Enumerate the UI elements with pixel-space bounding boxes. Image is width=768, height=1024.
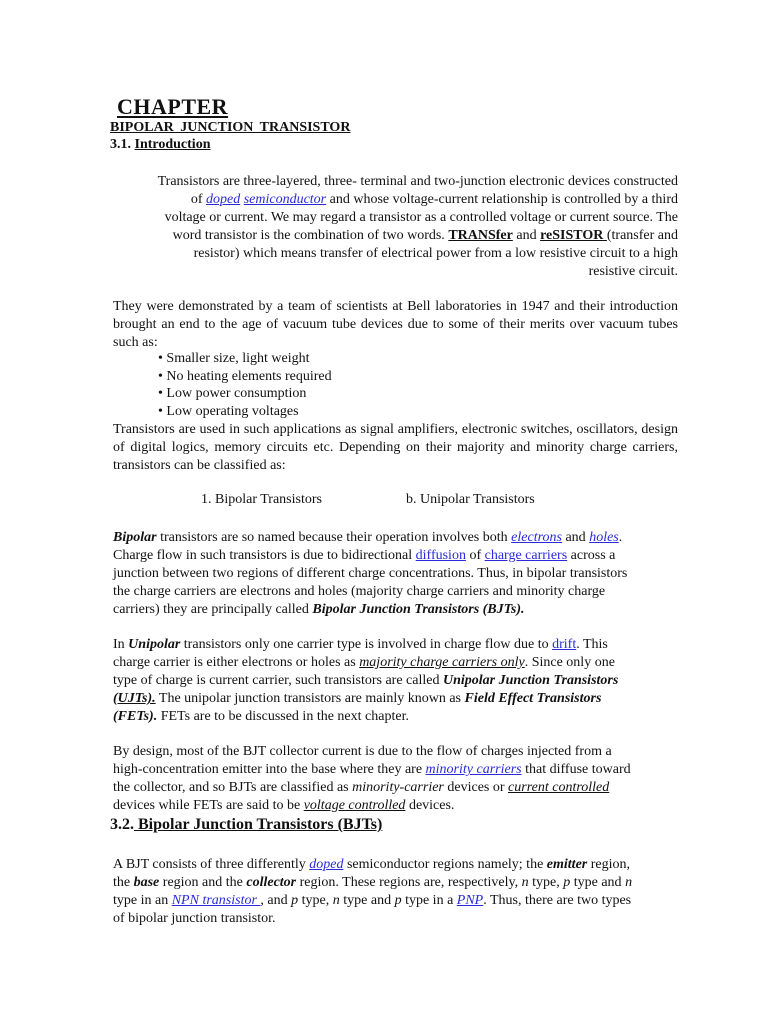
section-number: 3.2.: [110, 816, 134, 833]
bipolar-paragraph: Bipolar transistors are so named because their operation involves both electrons and holes. Charge flow in such transistors is due to bidirectional diffusion of charge carriers across a junction between two regions of different charge concentrations. Thus, in bipolar transistors the charge carriers are electrons and holes (majority charge carriers and minority charge carriers) they are principally called Bipolar Junction Transistors (BJTs).: [113, 530, 628, 617]
section-title: Bipolar Junction Transistors (BJTs): [134, 816, 383, 833]
design-paragraph: By design, most of the BJT collector current is due to the flow of charges injected from a high-concentration emitter into the base where they are minority carriers that diffuse toward the collector, and so BJTs are classified as minority-carrier devices or current controlled devices while FETs are said to be voltage controlled devices.: [113, 744, 631, 813]
list-item: • Low operating voltages: [158, 403, 299, 419]
history-paragraph: They were demonstrated by a team of scientists at Bell laboratories in 1947 and their introduction brought an end to the age of vacuum tube devices due to some of their merits over vacuum tubes such as:: [113, 299, 678, 350]
voltage-controlled-phrase: voltage controlled: [303, 798, 406, 813]
drift-link[interactable]: drift: [552, 637, 577, 652]
doped-link[interactable]: doped: [205, 192, 241, 207]
electrons-link[interactable]: electrons: [511, 530, 562, 545]
intro-line: Transistors are three-layered, three- terminal and two-junction electronic devices constructed: [157, 174, 678, 189]
pnp-link[interactable]: PNP: [456, 893, 484, 908]
semiconductor-link[interactable]: semiconductor: [243, 192, 327, 207]
term: Unipolar: [128, 637, 181, 652]
npn-transistor-link[interactable]: NPN transistor: [171, 893, 261, 908]
term: Field Effect Transistors: [464, 691, 602, 706]
list-item: • Smaller size, light weight: [158, 351, 310, 366]
term: (FETs).: [113, 709, 158, 724]
intro-paragraph: [113, 173, 678, 281]
term: Unipolar Junction Transistors: [442, 673, 619, 688]
list-item: • Low power consumption: [158, 386, 307, 401]
charge-carriers-link[interactable]: charge carriers: [484, 548, 568, 563]
transfer-term: TRANSfer: [448, 228, 513, 243]
chapter-subtitle: BIPOLAR JUNCTION TRANSISTOR: [110, 120, 351, 135]
chapter-heading: CHAPTER: [117, 94, 229, 119]
intro-line: of doped semiconductor and whose voltage-current relationship is controlled by a third: [190, 192, 678, 207]
current-controlled-phrase: current controlled: [508, 780, 610, 795]
classification-item: 1. Bipolar Transistors: [201, 492, 322, 507]
section-3-1-heading: [110, 137, 210, 153]
holes-link[interactable]: holes: [589, 530, 619, 545]
applications-paragraph: Transistors are used in such applications as signal amplifiers, electronic switches, oscillators, design of digital logics, memory circuits etc. Depending on their majority and minority charge carriers, transistors can be classified as:: [113, 422, 678, 473]
classification-item: b. Unipolar Transistors: [406, 492, 535, 507]
section-title: Introduction: [134, 137, 211, 152]
section-number: 3.1.: [110, 137, 131, 152]
intro-line: voltage or current. We may regard a transistor as a controlled voltage or current source. The: [164, 210, 678, 225]
intro-line: word transistor is the combination of two words. TRANSfer and reSISTOR (transfer and: [172, 228, 678, 243]
list-item: • No heating elements required: [158, 368, 332, 384]
intro-line: resistive circuit.: [588, 264, 678, 279]
term: Bipolar: [113, 530, 157, 545]
merits-list: [158, 350, 332, 420]
resistor-term: reSISTOR: [540, 228, 607, 243]
intro-line: resistor) which means transfer of electrical power from a low resistive circuit to a high: [193, 246, 678, 261]
term: Bipolar Junction Transistors (BJTs).: [312, 602, 525, 617]
bjt-paragraph: A BJT consists of three differently doped semiconductor regions namely; the emitter region, the base region and the collector region. These regions are, respectively, n type, p type and n type in an NPN transistor , and p type, n type and p type in a PNP. Thus, there are two types of bipolar junction transistor.: [113, 857, 633, 926]
term: collector: [246, 875, 297, 890]
unipolar-paragraph: In Unipolar transistors only one carrier type is involved in charge flow due to drift. This charge carrier is either electrons or holes as majority charge carriers only. Since only one type of charge is current carrier, such transistors are called Unipolar Junction Transistors (UJTs). The unipolar junction transistors are mainly known as Field Effect Transistors (FETs). FETs are to be discussed in the next chapter.: [113, 637, 619, 724]
minority-carriers-link[interactable]: minority carriers: [425, 762, 522, 777]
term: (UJTs).: [113, 691, 156, 706]
term: emitter: [546, 857, 588, 872]
doped-link[interactable]: doped: [309, 857, 344, 872]
diffusion-link[interactable]: diffusion: [415, 548, 466, 563]
term: minority-carrier: [352, 780, 444, 795]
section-3-2-heading: [110, 816, 382, 834]
majority-carriers-phrase: majority charge carriers only: [359, 655, 525, 670]
term: base: [133, 875, 160, 890]
